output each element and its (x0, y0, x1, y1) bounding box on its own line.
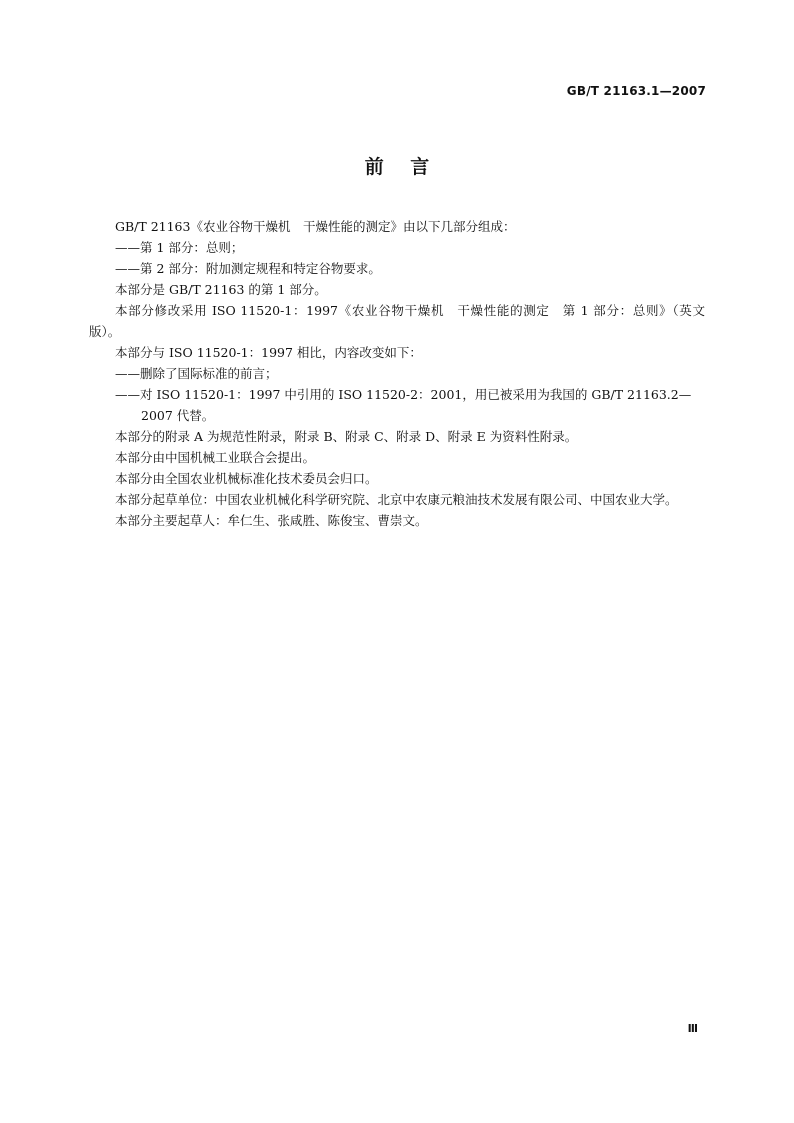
paragraph-adoption: 本部分修改采用 ISO 11520-1：1997《农业谷物干燥机 干燥性能的测定 第 1 部分：总则》（英文版）。 (89, 303, 705, 339)
page-title: 前 言 (364, 156, 430, 178)
paragraph-centralized-by: 本部分由全国农业机械标准化技术委员会归口。 (115, 471, 378, 486)
foreword-body (89, 216, 705, 531)
list-item-part-2: ——第 2 部分：附加测定规程和特定谷物要求。 (115, 261, 381, 276)
paragraph-annexes: 本部分的附录 A 为规范性附录，附录 B、附录 C、附录 D、附录 E 为资料性附录。 (115, 429, 578, 444)
paragraph-drafting-units: 本部分起草单位：中国农业机械化科学研究院、北京中农康元粮油技术发展有限公司、中国农业大学。 (115, 492, 678, 507)
list-item-change-2: ——对 ISO 11520-1：1997 中引用的 ISO 11520-2：2001，用已被采用为我国的 GB/T 21163.2—2007 代替。 (115, 387, 692, 423)
page-number: Ⅲ (687, 1022, 698, 1035)
paragraph-changes-intro: 本部分与 ISO 11520-1：1997 相比，内容改变如下： (115, 345, 422, 360)
paragraph-drafters: 本部分主要起草人：牟仁生、张咸胜、陈俊宝、曹崇文。 (115, 513, 428, 528)
standard-number: GB/T 21163.1—2007 (566, 84, 706, 98)
list-item-change-1: ——删除了国际标准的前言； (115, 366, 278, 381)
paragraph-part-statement: 本部分是 GB/T 21163 的第 1 部分。 (115, 282, 327, 297)
list-item-part-1: ——第 1 部分：总则； (115, 240, 244, 255)
paragraph-composition: GB/T 21163《农业谷物干燥机 干燥性能的测定》由以下几部分组成： (115, 219, 516, 234)
paragraph-proposed-by: 本部分由中国机械工业联合会提出。 (115, 450, 316, 465)
